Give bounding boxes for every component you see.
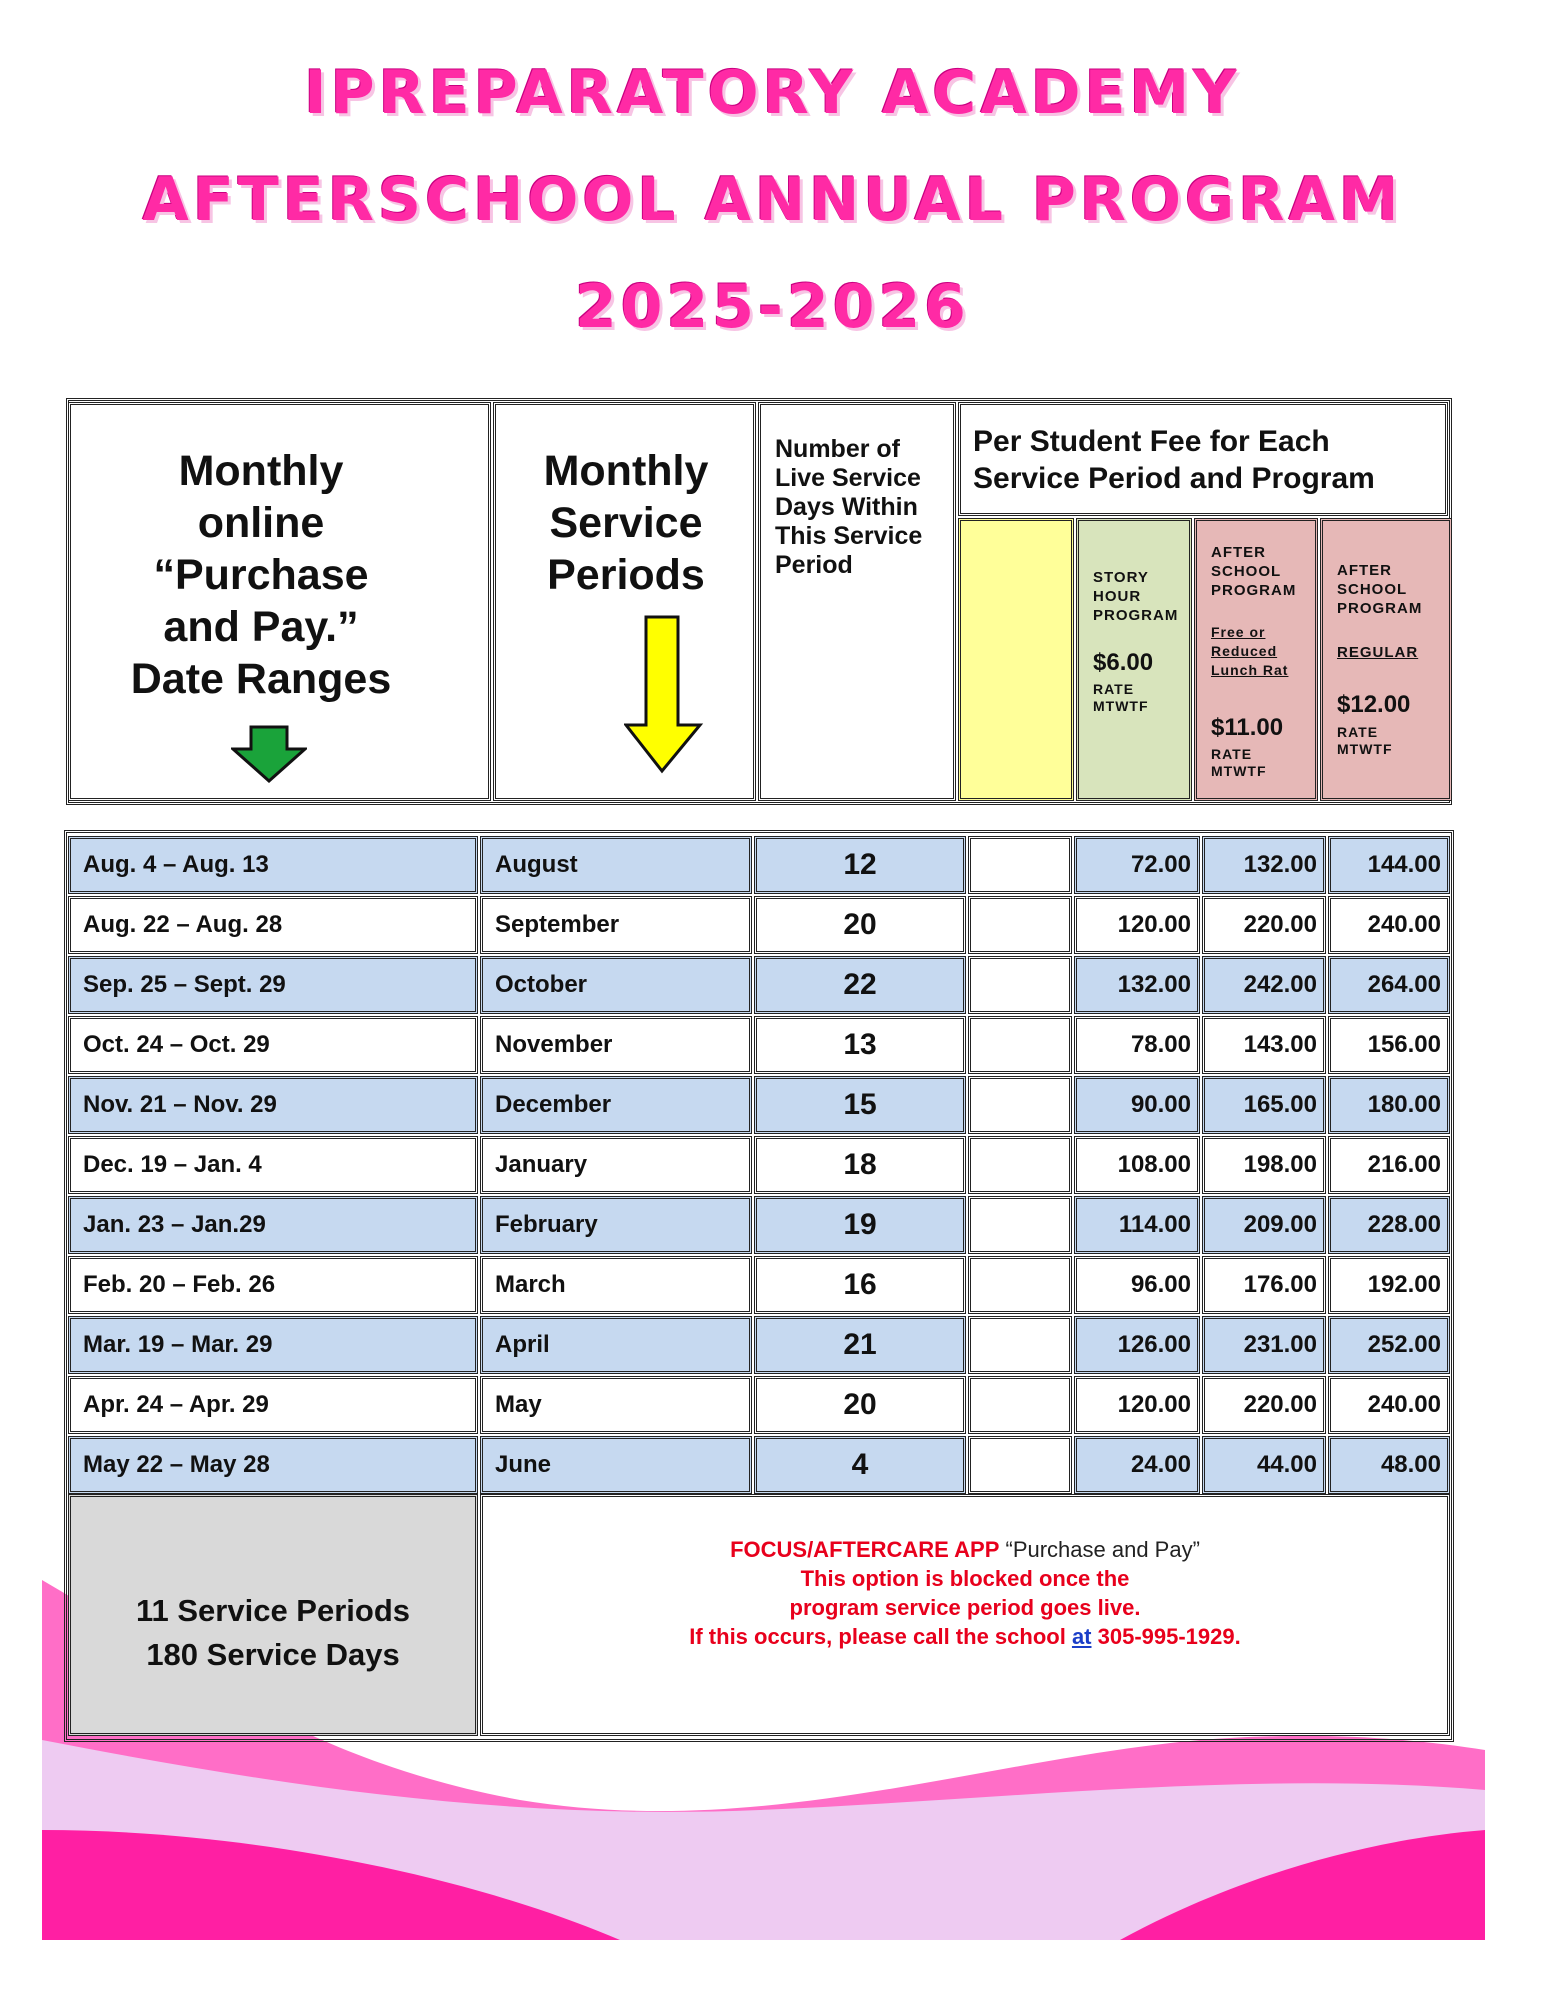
cell-story-fee: 78.00 — [1074, 1016, 1200, 1074]
cell-free-fee: 44.00 — [1202, 1436, 1326, 1494]
cell-dates: Aug. 22 – Aug. 28 — [68, 896, 478, 954]
header-live-days-label: Number of Live Service Days Within This Service Period — [775, 435, 923, 579]
header-fee-title — [958, 402, 1448, 516]
note-line2: This option is blocked once the — [800, 1566, 1130, 1591]
free-sublabel: Free or Reduced Lunch Rat — [1211, 624, 1289, 678]
cell-regular-fee: 264.00 — [1328, 956, 1450, 1014]
header-date-ranges-label: Monthly online “Purchase and Pay.” Date Ranges — [130, 447, 392, 703]
note-line4-post: 305-995-1929. — [1091, 1624, 1241, 1649]
cell-days: 20 — [754, 896, 966, 954]
cell-free-fee: 132.00 — [1202, 836, 1326, 894]
free-rate: RATE MTWTF — [1211, 746, 1267, 779]
cell-days: 13 — [754, 1016, 966, 1074]
header-after-school-regular — [1320, 518, 1452, 801]
cell-days: 20 — [754, 1376, 966, 1434]
cell-regular-fee: 48.00 — [1328, 1436, 1450, 1494]
cell-dates: Aug. 4 – Aug. 13 — [68, 836, 478, 894]
note-line4-pre: If this occurs, please call the school — [689, 1624, 1072, 1649]
cell-blank — [968, 896, 1072, 954]
cell-month: June — [480, 1436, 752, 1494]
cell-story-fee: 24.00 — [1074, 1436, 1200, 1494]
cell-story-fee: 108.00 — [1074, 1136, 1200, 1194]
cell-dates: Apr. 24 – Apr. 29 — [68, 1376, 478, 1434]
cell-free-fee: 198.00 — [1202, 1136, 1326, 1194]
cell-dates: Sep. 25 – Sept. 29 — [68, 956, 478, 1014]
cell-blank — [968, 1256, 1072, 1314]
purchase-note — [480, 1494, 1450, 1736]
summary-days: 180 Service Days — [146, 1637, 400, 1672]
regular-sublabel: REGULAR — [1337, 644, 1419, 661]
summary-periods: 11 Service Periods — [135, 1593, 411, 1628]
cell-blank — [968, 956, 1072, 1014]
cell-regular-fee: 216.00 — [1328, 1136, 1450, 1194]
header-fee-title-label: Per Student Fee for Each Service Period and Program — [973, 425, 1375, 495]
regular-label: AFTER SCHOOL PROGRAM — [1337, 562, 1423, 617]
header-after-school-free — [1194, 518, 1318, 801]
cell-days: 22 — [754, 956, 966, 1014]
note-app-suffix: “Purchase and Pay” — [999, 1537, 1200, 1562]
cell-free-fee: 143.00 — [1202, 1016, 1326, 1074]
cell-days: 18 — [754, 1136, 966, 1194]
cell-free-fee: 220.00 — [1202, 1376, 1326, 1434]
cell-dates: Jan. 23 – Jan.29 — [68, 1196, 478, 1254]
cell-free-fee: 220.00 — [1202, 896, 1326, 954]
title-program: AFTERSCHOOL ANNUAL PROGRAM — [142, 165, 1403, 235]
cell-free-fee: 209.00 — [1202, 1196, 1326, 1254]
cell-story-fee: 120.00 — [1074, 1376, 1200, 1434]
cell-regular-fee: 144.00 — [1328, 836, 1450, 894]
cell-days: 16 — [754, 1256, 966, 1314]
cell-regular-fee: 240.00 — [1328, 1376, 1450, 1434]
cell-free-fee: 242.00 — [1202, 956, 1326, 1014]
summary-box — [68, 1494, 478, 1736]
cell-days: 21 — [754, 1316, 966, 1374]
story-label: STORY HOUR PROGRAM — [1093, 569, 1179, 624]
arrow-down-yellow-icon — [624, 615, 704, 775]
cell-dates: Oct. 24 – Oct. 29 — [68, 1016, 478, 1074]
cell-story-fee: 120.00 — [1074, 896, 1200, 954]
story-price: $6.00 — [1093, 649, 1154, 676]
cell-dates: Feb. 20 – Feb. 26 — [68, 1256, 478, 1314]
cell-regular-fee: 180.00 — [1328, 1076, 1450, 1134]
cell-days: 19 — [754, 1196, 966, 1254]
cell-blank — [968, 1376, 1072, 1434]
cell-dates: May 22 – May 28 — [68, 1436, 478, 1494]
cell-story-fee: 126.00 — [1074, 1316, 1200, 1374]
cell-regular-fee: 252.00 — [1328, 1316, 1450, 1374]
story-rate: RATE MTWTF — [1093, 681, 1149, 714]
header-live-days — [758, 402, 956, 801]
cell-free-fee: 231.00 — [1202, 1316, 1326, 1374]
cell-days: 15 — [754, 1076, 966, 1134]
cell-regular-fee: 192.00 — [1328, 1256, 1450, 1314]
note-app-name: FOCUS/AFTERCARE APP — [730, 1537, 1000, 1562]
cell-story-fee: 96.00 — [1074, 1256, 1200, 1314]
header-blank-yellow — [958, 518, 1074, 801]
cell-story-fee: 72.00 — [1074, 836, 1200, 894]
cell-free-fee: 176.00 — [1202, 1256, 1326, 1314]
note-line4 — [483, 1622, 1447, 1651]
cell-month: April — [480, 1316, 752, 1374]
cell-dates: Dec. 19 – Jan. 4 — [68, 1136, 478, 1194]
note-line3: program service period goes live. — [789, 1595, 1141, 1620]
cell-month: September — [480, 896, 752, 954]
cell-regular-fee: 156.00 — [1328, 1016, 1450, 1074]
cell-regular-fee: 228.00 — [1328, 1196, 1450, 1254]
cell-blank — [968, 1436, 1072, 1494]
cell-blank — [968, 1316, 1072, 1374]
regular-price: $12.00 — [1337, 691, 1411, 718]
cell-story-fee: 90.00 — [1074, 1076, 1200, 1134]
cell-dates: Nov. 21 – Nov. 29 — [68, 1076, 478, 1134]
cell-month: January — [480, 1136, 752, 1194]
header-date-ranges — [68, 402, 491, 801]
cell-month: November — [480, 1016, 752, 1074]
header-story-hour — [1076, 518, 1192, 801]
free-label: AFTER SCHOOL PROGRAM — [1211, 544, 1297, 599]
cell-regular-fee: 240.00 — [1328, 896, 1450, 954]
title-school: IPREPARATORY ACADEMY — [304, 58, 1241, 128]
regular-rate: RATE MTWTF — [1337, 724, 1393, 757]
cell-blank — [968, 1196, 1072, 1254]
note-at-link[interactable]: at — [1071, 1624, 1092, 1649]
title-year: 2025-2026 — [575, 272, 970, 342]
cell-month: October — [480, 956, 752, 1014]
cell-story-fee: 114.00 — [1074, 1196, 1200, 1254]
cell-month: February — [480, 1196, 752, 1254]
note-line1 — [483, 1535, 1447, 1564]
cell-blank — [968, 836, 1072, 894]
cell-month: March — [480, 1256, 752, 1314]
free-price: $11.00 — [1211, 714, 1284, 741]
cell-days: 4 — [754, 1436, 966, 1494]
cell-days: 12 — [754, 836, 966, 894]
cell-month: May — [480, 1376, 752, 1434]
cell-story-fee: 132.00 — [1074, 956, 1200, 1014]
cell-dates: Mar. 19 – Mar. 29 — [68, 1316, 478, 1374]
cell-month: August — [480, 836, 752, 894]
header-service-periods-label: Monthly Service Periods — [543, 447, 709, 599]
cell-month: December — [480, 1076, 752, 1134]
header-service-periods — [493, 402, 756, 801]
arrow-down-green-icon — [231, 725, 307, 783]
cell-blank — [968, 1136, 1072, 1194]
cell-blank — [968, 1076, 1072, 1134]
cell-free-fee: 165.00 — [1202, 1076, 1326, 1134]
cell-blank — [968, 1016, 1072, 1074]
